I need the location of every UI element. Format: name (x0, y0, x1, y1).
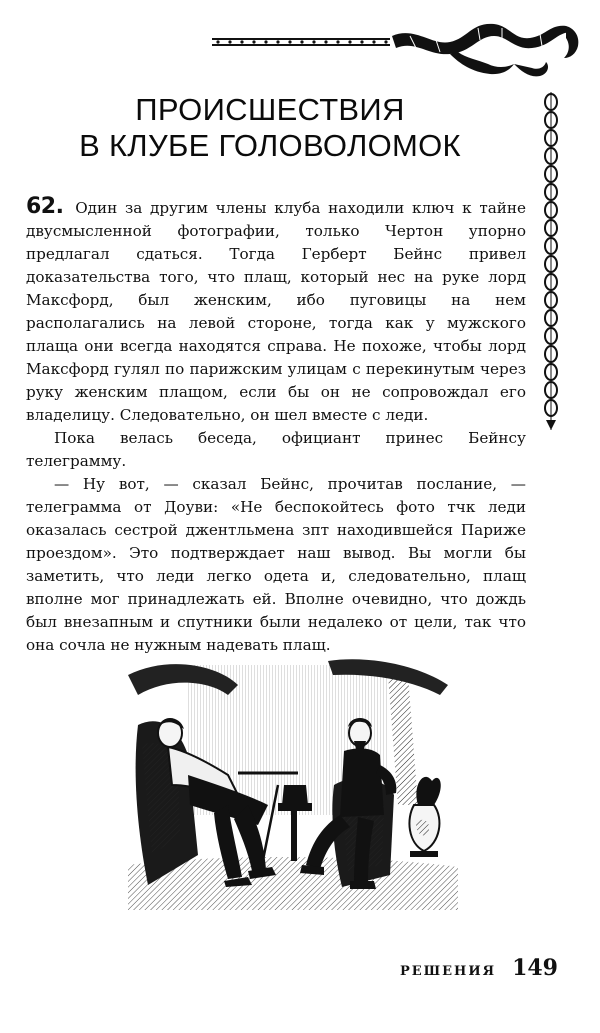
chapter-title-line-1: ПРОИСШЕСТВИЯ (135, 92, 405, 127)
chapter-title (0, 92, 540, 164)
paragraph-1-text: Один за другим члены клуба находили ключ к тайне двусмысленной фотографии, только Чертон упорно предлагал сдаться. Тогда Герберт Бейнс привел доказательства того, что плащ, который нес на руке лорд Максфорд, был женским, ибо пуговицы на нем располагались на левой стороне, тогда как у мужского плаща они всегда находятся справа. Не похоже, чтобы лорд Максфорд гулял по парижским улицам с перекинутым через руку женским плащом, если бы он не сопровождал его владелицу. Следовательно, он шел вместе с леди. (26, 199, 527, 424)
paragraph-2: Пока велась беседа, официант принес Бейнсу телеграмму. (26, 429, 526, 470)
page-footer (400, 955, 558, 981)
footer-section-label: РЕШЕНИЯ (399, 964, 497, 979)
paragraph-1 (26, 194, 527, 427)
gentlemen-armchairs-illustration (128, 655, 458, 910)
paragraph-3: — Ну вот, — сказал Бейнс, прочитав послание, — телеграмма от Доуви: «Не беспокойтесь фото тчк леди оказалась сестрой джентльмена зпт находившейся Париже проездом». Это подтверждает наш вывод. Вы могли бы заметить, что леди легко одета и, следовательно, плащ вполне мог принадлежать ей. Вполне очевидно, что дождь был внезапным и спутники были недалеко от цели, так что она сочла не нужным надевать плащ. (26, 475, 526, 654)
page-number: 149 (512, 955, 558, 981)
chain-border-ornament (540, 92, 562, 430)
problem-number: 62. (26, 194, 64, 219)
chapter-title-line-2: В КЛУБЕ ГОЛОВОЛОМОК (79, 128, 461, 163)
solution-text (26, 194, 527, 657)
ribbon-ornament-icon (210, 18, 590, 88)
